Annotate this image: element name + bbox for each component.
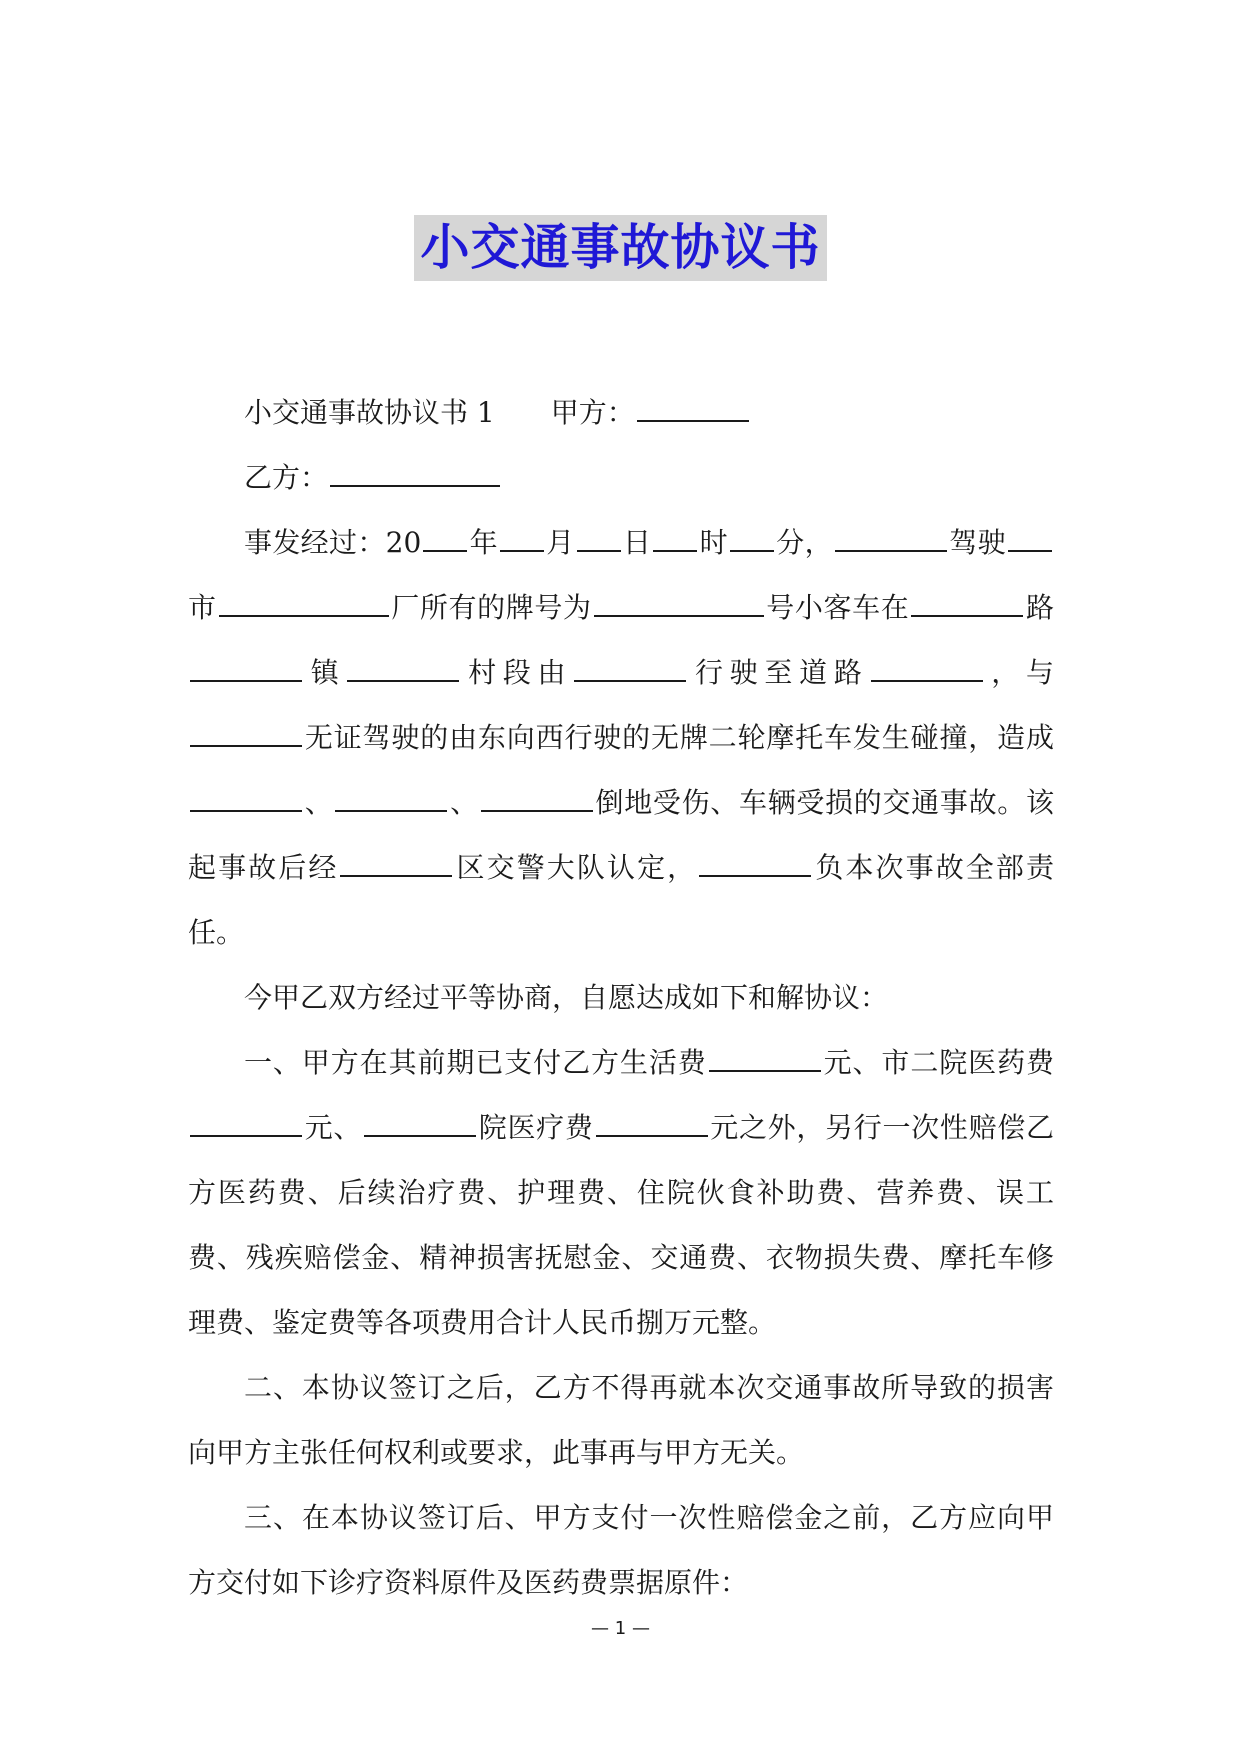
living-expense-blank[interactable] [709,1040,821,1072]
text-segment: 、 [449,786,479,819]
paragraph-clause-1 [188,1030,1054,1355]
injured-2-blank[interactable] [335,780,447,812]
text-segment: 日 [622,526,652,559]
minute-blank[interactable] [730,520,774,552]
text-segment: 元、 [304,1111,363,1144]
text-segment: 院医疗费 [478,1111,594,1144]
driver-blank[interactable] [835,520,947,552]
text-segment: 元、市二院医药费 [822,1046,1054,1079]
text-segment: 市 [188,591,217,624]
hospital-name-blank[interactable] [364,1105,476,1137]
title-container [0,215,1241,281]
text-segment: 倒地受伤、车辆受损的交通事故。该起事故后经 [188,786,1054,884]
text-segment: 无证驾驶的由东向西行驶的无牌二轮摩托车发生碰撞，造成 [304,721,1054,754]
text-segment: 驾驶 [948,526,1006,559]
text-segment: 一、甲方在其前期已支付乙方生活费 [244,1046,707,1079]
responsible-party-blank[interactable] [699,845,811,877]
day-blank[interactable] [577,520,621,552]
month-blank[interactable] [500,520,544,552]
text-segment: 厂所有的牌号为 [390,591,592,624]
document-body [188,380,1054,1615]
party-a-label: 甲方： [550,396,635,429]
party-b-blank[interactable] [330,455,500,487]
paragraph-incident [188,510,1054,965]
paragraph-negotiation: 今甲乙双方经过平等协商，自愿达成如下和解协议： [244,981,889,1014]
city-blank[interactable] [1008,520,1052,552]
text-segment: 负本次事故全部责任。 [188,851,1054,949]
to-road-blank[interactable] [871,650,983,682]
party-a-blank[interactable] [637,390,749,422]
year-blank[interactable] [423,520,467,552]
road-blank[interactable] [911,585,1023,617]
paragraph-clause-3: 三、在本协议签订后、甲方支付一次性赔偿金之前，乙方应向甲方交付如下诊疗资料原件及医药费票据原件： [188,1501,1054,1599]
other-driver-blank[interactable] [190,715,302,747]
document-title: 小交通事故协议书 [414,215,826,281]
text-segment: ，与 [984,656,1054,689]
town-blank[interactable] [190,650,302,682]
hour-blank[interactable] [653,520,697,552]
factory-blank[interactable] [219,585,389,617]
text-segment: 路 [1025,591,1054,624]
paragraph-party-b [188,445,1054,510]
text-segment: 事发经过：20 [244,526,422,559]
text-segment: 号小客车在 [765,591,910,624]
text-segment: 分， [775,526,833,559]
text-segment: 镇 [304,656,346,689]
medical-expense-blank[interactable] [596,1105,708,1137]
village-blank[interactable] [347,650,459,682]
text-segment: 年 [469,526,498,559]
from-blank[interactable] [574,650,686,682]
page-number: — 1 — [591,1618,650,1639]
district-blank[interactable] [340,845,452,877]
injured-1-blank[interactable] [190,780,302,812]
plate-blank[interactable] [594,585,764,617]
text-segment: 月 [545,526,575,559]
paragraph-clause-2: 二、本协议签订之后，乙方不得再就本次交通事故所导致的损害向甲方主张任何权利或要求，此事再与甲方无关。 [188,1371,1054,1469]
injured-3-blank[interactable] [481,780,593,812]
agreement-label: 小交通事故协议书 1 [244,396,495,429]
party-b-label: 乙方： [244,461,329,494]
text-segment: 村段由 [461,656,573,689]
text-segment: 行驶至道路 [688,656,869,689]
text-segment: 元之外，另行一次性赔偿乙方医药费、后续治疗费、护理费、住院伙食补助费、营养费、误工费、残疾赔偿金、精神损害抚慰金、交通费、衣物损失费、摩托车修理费、鉴定费等各项费用合计人民币捌万元整。 [188,1111,1054,1339]
text-segment: 区交警大队认定， [454,851,698,884]
paragraph-header [188,380,1054,445]
hospital2-expense-blank[interactable] [190,1105,302,1137]
text-segment: 时 [699,526,728,559]
text-segment: 、 [304,786,334,819]
